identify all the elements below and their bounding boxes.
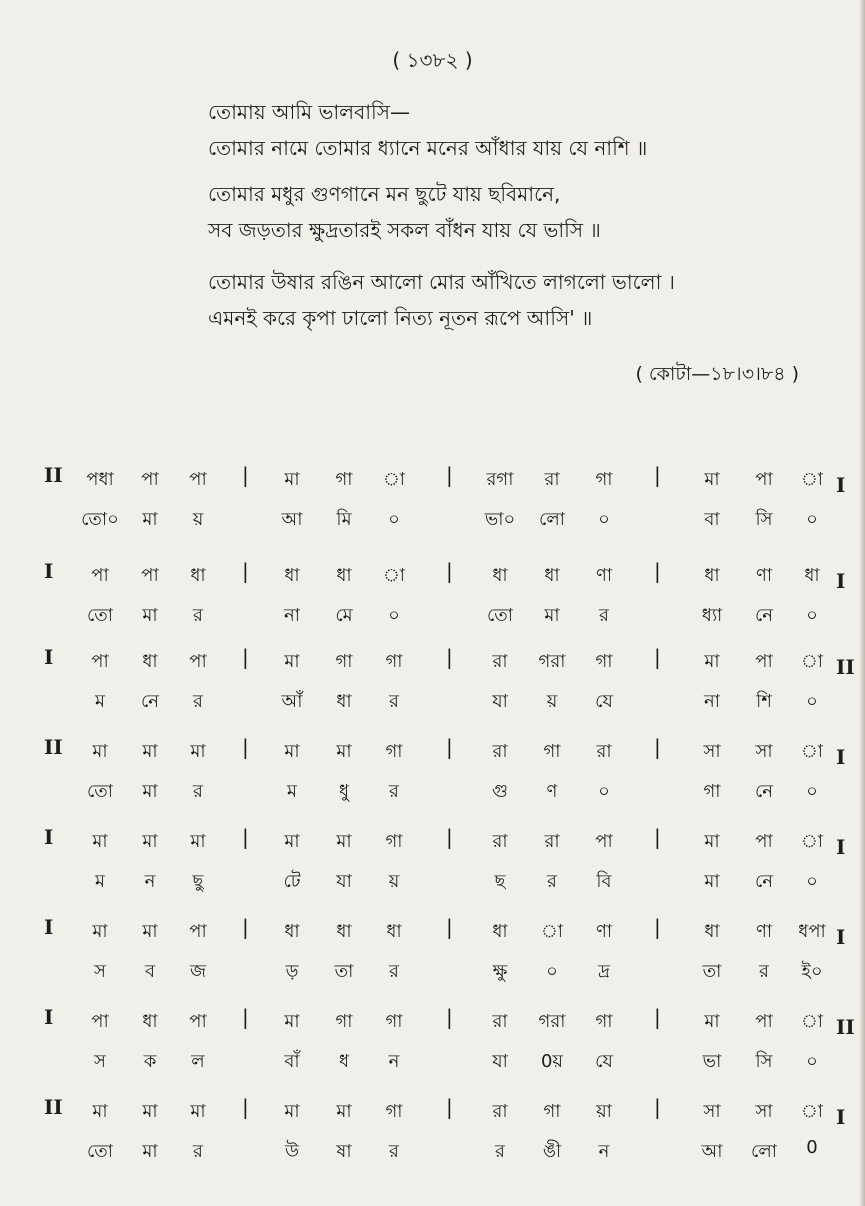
measure-bar: | (446, 559, 453, 583)
measure-bar: | (446, 645, 453, 669)
measure-bar: | (654, 645, 661, 669)
end-bar-mark: I (836, 473, 846, 497)
measure-bar: | (242, 735, 249, 759)
measure-bar: | (654, 1005, 661, 1029)
poem-line: তোমার মধুর গুণগানে মন ছুটে যায় ছবিমানে, (208, 182, 561, 206)
lyric-syllable: ধা (336, 691, 352, 712)
lyric-syllable: ক (143, 1051, 157, 1072)
swara-note: মা (704, 831, 720, 852)
swara-note: া (800, 651, 824, 672)
notation-row (0, 907, 865, 997)
swara-note: পধা (86, 469, 114, 490)
lyric-syllable: ক্ষু (492, 961, 508, 982)
lyric-syllable: নে (754, 871, 774, 892)
lyric-syllable: ধ্যা (701, 605, 723, 626)
lyric-syllable: ম (95, 691, 105, 712)
lyric-syllable: ০ (388, 605, 400, 626)
swara-note: মা (92, 1101, 108, 1122)
start-bar-mark: I (44, 1005, 54, 1029)
swara-note: া (800, 1011, 824, 1032)
swara-note: ধা (336, 565, 352, 586)
lyric-syllable: র (495, 1141, 505, 1162)
swara-note: মা (92, 831, 108, 852)
lyric-syllable: তা (702, 961, 722, 982)
swara-note: মা (284, 831, 300, 852)
swara-note: ধা (804, 565, 820, 586)
lyric-syllable: নে (140, 691, 160, 712)
swara-note: া (800, 831, 824, 852)
lyric-syllable: বি (596, 871, 612, 892)
lyric-syllable: তো (86, 605, 114, 626)
swara-note: গা (335, 469, 353, 490)
lyric-syllable: ল (191, 1051, 205, 1072)
page-edge-shadow (859, 0, 865, 1206)
swara-note: া (540, 921, 564, 942)
notation-row (0, 997, 865, 1087)
swara-note: গা (595, 1011, 613, 1032)
poem-line: তোমার উষার রঙিন আলো মোর আঁখিতে লাগলো ভালো । (208, 270, 675, 294)
lyric-syllable: গা (703, 781, 721, 802)
swara-note: গরা (538, 651, 566, 672)
swara-note: ধপা (798, 921, 826, 942)
lyric-syllable: ধু (338, 781, 350, 802)
notation-row (0, 455, 865, 545)
lyric-syllable: ছু (192, 871, 204, 892)
start-bar-mark: I (44, 559, 54, 583)
notation-row (0, 1087, 865, 1177)
swara-note: য়া (596, 1101, 612, 1122)
swara-note: পা (755, 1011, 773, 1032)
swara-note: মা (92, 921, 108, 942)
lyric-syllable: তো (86, 1141, 114, 1162)
lyric-syllable: মা (142, 605, 158, 626)
swara-note: পা (755, 831, 773, 852)
lyric-syllable: র (759, 961, 769, 982)
start-bar-mark: I (44, 645, 54, 669)
poem-stanza-2 (208, 176, 808, 248)
lyric-syllable: না (284, 605, 300, 626)
lyric-syllable: ম (287, 781, 297, 802)
lyric-syllable: না (704, 691, 720, 712)
lyric-syllable: ব (144, 961, 156, 982)
swara-note: ধা (142, 651, 158, 672)
lyric-syllable: আ (281, 509, 303, 530)
swara-note: পা (189, 651, 207, 672)
lyric-syllable: র (547, 871, 557, 892)
swara-note: ণা (755, 565, 773, 586)
lyric-syllable: ম (95, 871, 105, 892)
lyric-syllable: লো (751, 1141, 777, 1162)
swara-note: রা (544, 831, 560, 852)
lyric-syllable: ড় (285, 961, 299, 982)
lyric-syllable: বাঁ (284, 1051, 300, 1072)
lyric-syllable: য় (192, 509, 204, 530)
swara-note: ধা (386, 921, 402, 942)
swara-note: মা (704, 1011, 720, 1032)
swara-note: পা (189, 469, 207, 490)
lyric-syllable: 0 (806, 1137, 818, 1158)
measure-bar: | (654, 559, 661, 583)
swara-note: সা (755, 1101, 773, 1122)
lyric-syllable: য় (388, 871, 400, 892)
lyric-syllable: যা (492, 691, 508, 712)
lyric-syllable: স (94, 1051, 106, 1072)
swara-note: রগা (486, 469, 514, 490)
poem-line: তোমায় আমি ভালবাসি— (208, 100, 410, 124)
swara-note: গা (335, 1011, 353, 1032)
lyric-syllable: মা (142, 781, 158, 802)
notation-row (0, 637, 865, 727)
swara-note: গা (385, 831, 403, 852)
swara-note: গা (595, 469, 613, 490)
swara-note: পা (595, 831, 613, 852)
swara-note: মা (336, 1101, 352, 1122)
lyric-syllable: মা (544, 605, 560, 626)
swara-note: া (800, 741, 824, 762)
swara-note: রা (544, 469, 560, 490)
swara-note: গরা (538, 1011, 566, 1032)
swara-note: ধা (492, 921, 508, 942)
swara-note: পা (141, 565, 159, 586)
lyric-syllable: টে (283, 871, 301, 892)
lyric-syllable: র (193, 1141, 203, 1162)
lyric-syllable: জ (189, 961, 207, 982)
lyric-syllable: র (389, 961, 399, 982)
swara-note: সা (703, 741, 721, 762)
poem-line: তোমার নামে তোমার ধ্যানে মনের আঁধার যায় যে নাশি ॥ (208, 136, 648, 160)
swara-note: া (382, 565, 406, 586)
measure-bar: | (446, 825, 453, 849)
measure-bar: | (242, 1095, 249, 1119)
measure-bar: | (654, 915, 661, 939)
swara-note: ণা (595, 565, 613, 586)
lyric-syllable: 0য় (540, 1051, 564, 1072)
lyric-syllable: মে (335, 605, 353, 626)
swara-note: মা (142, 1101, 158, 1122)
lyric-syllable: ০ (806, 509, 818, 530)
swara-note: পা (91, 1011, 109, 1032)
measure-bar: | (654, 1095, 661, 1119)
swara-note: মা (92, 741, 108, 762)
measure-bar: | (654, 825, 661, 849)
lyric-syllable: ভা (702, 1051, 722, 1072)
lyric-syllable: তো (486, 605, 514, 626)
swara-note: ধা (704, 565, 720, 586)
poem-line: সব জড়তার ক্ষুদ্রতারই সকল বাঁধন যায় যে ভাসি ॥ (208, 218, 601, 242)
lyric-syllable: ০ (806, 691, 818, 712)
start-bar-mark: II (44, 735, 63, 759)
swara-note: ধা (284, 921, 300, 942)
measure-bar: | (446, 463, 453, 487)
swara-note: মা (142, 831, 158, 852)
swara-note: মা (190, 831, 206, 852)
lyric-syllable: ভা০ (484, 509, 516, 530)
swara-note: গা (335, 651, 353, 672)
measure-bar: | (654, 463, 661, 487)
lyric-syllable: ০ (806, 871, 818, 892)
lyric-syllable: র (193, 691, 203, 712)
swara-note: ধা (284, 565, 300, 586)
swara-note: পা (189, 1011, 207, 1032)
measure-bar: | (242, 645, 249, 669)
measure-bar: | (242, 559, 249, 583)
lyric-syllable: স (94, 961, 106, 982)
lyric-syllable: আ (701, 1141, 723, 1162)
lyric-syllable: সি (755, 1051, 773, 1072)
lyric-syllable: দ্র (598, 961, 610, 982)
swara-note: রা (596, 741, 612, 762)
swara-note: রা (492, 1011, 508, 1032)
lyric-syllable: য় (546, 691, 558, 712)
swara-note: গা (385, 1101, 403, 1122)
swara-note: ণা (755, 921, 773, 942)
lyric-syllable: বা (704, 509, 720, 530)
swara-note: মা (284, 469, 300, 490)
lyric-syllable: আঁ (281, 691, 303, 712)
swara-note: রা (492, 651, 508, 672)
measure-bar: | (242, 1005, 249, 1029)
lyric-syllable: ণ (546, 781, 558, 802)
swara-note: গা (385, 741, 403, 762)
measure-bar: | (446, 735, 453, 759)
lyric-syllable: ষা (336, 1141, 352, 1162)
lyric-syllable: তো (86, 781, 114, 802)
lyric-syllable: ০ (598, 509, 610, 530)
lyric-syllable: যা (492, 1051, 508, 1072)
swara-note: মা (284, 651, 300, 672)
end-bar-mark: I (836, 835, 846, 859)
lyric-syllable: ই০ (801, 961, 823, 982)
lyric-syllable: ছ (494, 871, 506, 892)
lyric-syllable: ০ (546, 961, 558, 982)
lyric-syllable: যা (336, 871, 352, 892)
measure-bar: | (242, 915, 249, 939)
measure-bar: | (242, 825, 249, 849)
swara-note: সা (755, 741, 773, 762)
lyric-syllable: র (389, 781, 399, 802)
poem-stanza-1 (208, 94, 808, 166)
lyric-syllable: যে (595, 1051, 613, 1072)
swara-note: ধা (190, 565, 206, 586)
swara-note: মা (336, 831, 352, 852)
start-bar-mark: I (44, 825, 54, 849)
lyric-syllable: র (389, 1141, 399, 1162)
swara-note: মা (190, 1101, 206, 1122)
swara-note: সা (703, 1101, 721, 1122)
swara-note: গা (595, 651, 613, 672)
swara-note: পা (141, 469, 159, 490)
swara-note: গা (543, 741, 561, 762)
swara-note: রা (492, 831, 508, 852)
lyric-syllable: শি (756, 691, 772, 712)
swara-note: গা (543, 1101, 561, 1122)
swara-note: রা (492, 1101, 508, 1122)
swara-note: মা (190, 741, 206, 762)
lyric-syllable: মা (142, 509, 158, 530)
lyric-syllable: র (389, 691, 399, 712)
end-bar-mark: I (836, 745, 846, 769)
lyric-syllable: গু (492, 781, 508, 802)
start-bar-mark: II (44, 463, 63, 487)
swara-note: রা (492, 741, 508, 762)
page-number: ( ১৩৮২ ) (392, 48, 473, 72)
lyric-syllable: ০ (598, 781, 610, 802)
swara-note: পা (91, 565, 109, 586)
measure-bar: | (654, 735, 661, 759)
lyric-syllable: র (193, 781, 203, 802)
lyric-syllable: যে (595, 691, 613, 712)
swara-note: মা (704, 651, 720, 672)
lyric-syllable: র (599, 605, 609, 626)
swara-note: ধা (544, 565, 560, 586)
measure-bar: | (446, 915, 453, 939)
swara-note: ধা (336, 921, 352, 942)
swara-note: পা (91, 651, 109, 672)
end-bar-mark: I (836, 925, 846, 949)
lyric-syllable: লো (539, 509, 565, 530)
swara-note: মা (142, 921, 158, 942)
lyric-syllable: ০ (388, 509, 400, 530)
lyric-syllable: মা (704, 871, 720, 892)
lyric-syllable: তো০ (81, 509, 119, 530)
swara-note: ধা (704, 921, 720, 942)
measure-bar: | (446, 1095, 453, 1119)
lyric-syllable: নে (754, 605, 774, 626)
end-bar-mark: II (836, 1015, 855, 1039)
swara-note: মা (284, 741, 300, 762)
notation-row (0, 551, 865, 641)
swara-note: া (382, 469, 406, 490)
swara-note: মা (284, 1101, 300, 1122)
end-bar-mark: I (836, 569, 846, 593)
notation-row (0, 727, 865, 817)
lyric-syllable: ধ (338, 1051, 350, 1072)
end-bar-mark: II (836, 655, 855, 679)
lyric-syllable: মা (142, 1141, 158, 1162)
swara-note: া (800, 1101, 824, 1122)
measure-bar: | (242, 463, 249, 487)
lyric-syllable: ০ (806, 1051, 818, 1072)
poem-line: এমনই করে কৃপা ঢালো নিত্য নূতন রূপে আসি' ॥ (208, 306, 593, 330)
swara-note: পা (189, 921, 207, 942)
composition-credit: ( কোটা—১৮।৩।৮৪ ) (635, 363, 799, 385)
lyric-syllable: ন (388, 1051, 400, 1072)
swara-note: পা (755, 651, 773, 672)
swara-note: মা (704, 469, 720, 490)
lyric-syllable: ০ (806, 781, 818, 802)
lyric-syllable: মি (336, 509, 352, 530)
swara-note: মা (142, 741, 158, 762)
lyric-syllable: র (193, 605, 203, 626)
lyric-syllable: সি (755, 509, 773, 530)
swara-note: ণা (595, 921, 613, 942)
swara-note: মা (284, 1011, 300, 1032)
poem-stanza-3 (208, 264, 808, 336)
measure-bar: | (446, 1005, 453, 1029)
swara-note: গা (385, 651, 403, 672)
lyric-syllable: ন (598, 1141, 610, 1162)
lyric-syllable: নে (754, 781, 774, 802)
swara-note: ধা (142, 1011, 158, 1032)
swara-note: া (800, 469, 824, 490)
end-bar-mark: I (836, 1105, 846, 1129)
lyric-syllable: ন (144, 871, 156, 892)
swara-note: পা (755, 469, 773, 490)
lyric-syllable: উ (284, 1141, 300, 1162)
swara-note: মা (336, 741, 352, 762)
start-bar-mark: I (44, 915, 54, 939)
lyric-syllable: তা (334, 961, 354, 982)
lyric-syllable: ০ (806, 605, 818, 626)
start-bar-mark: II (44, 1095, 63, 1119)
swara-note: গা (385, 1011, 403, 1032)
notation-row (0, 817, 865, 907)
swara-note: ধা (492, 565, 508, 586)
lyric-syllable: ঙী (542, 1141, 562, 1162)
